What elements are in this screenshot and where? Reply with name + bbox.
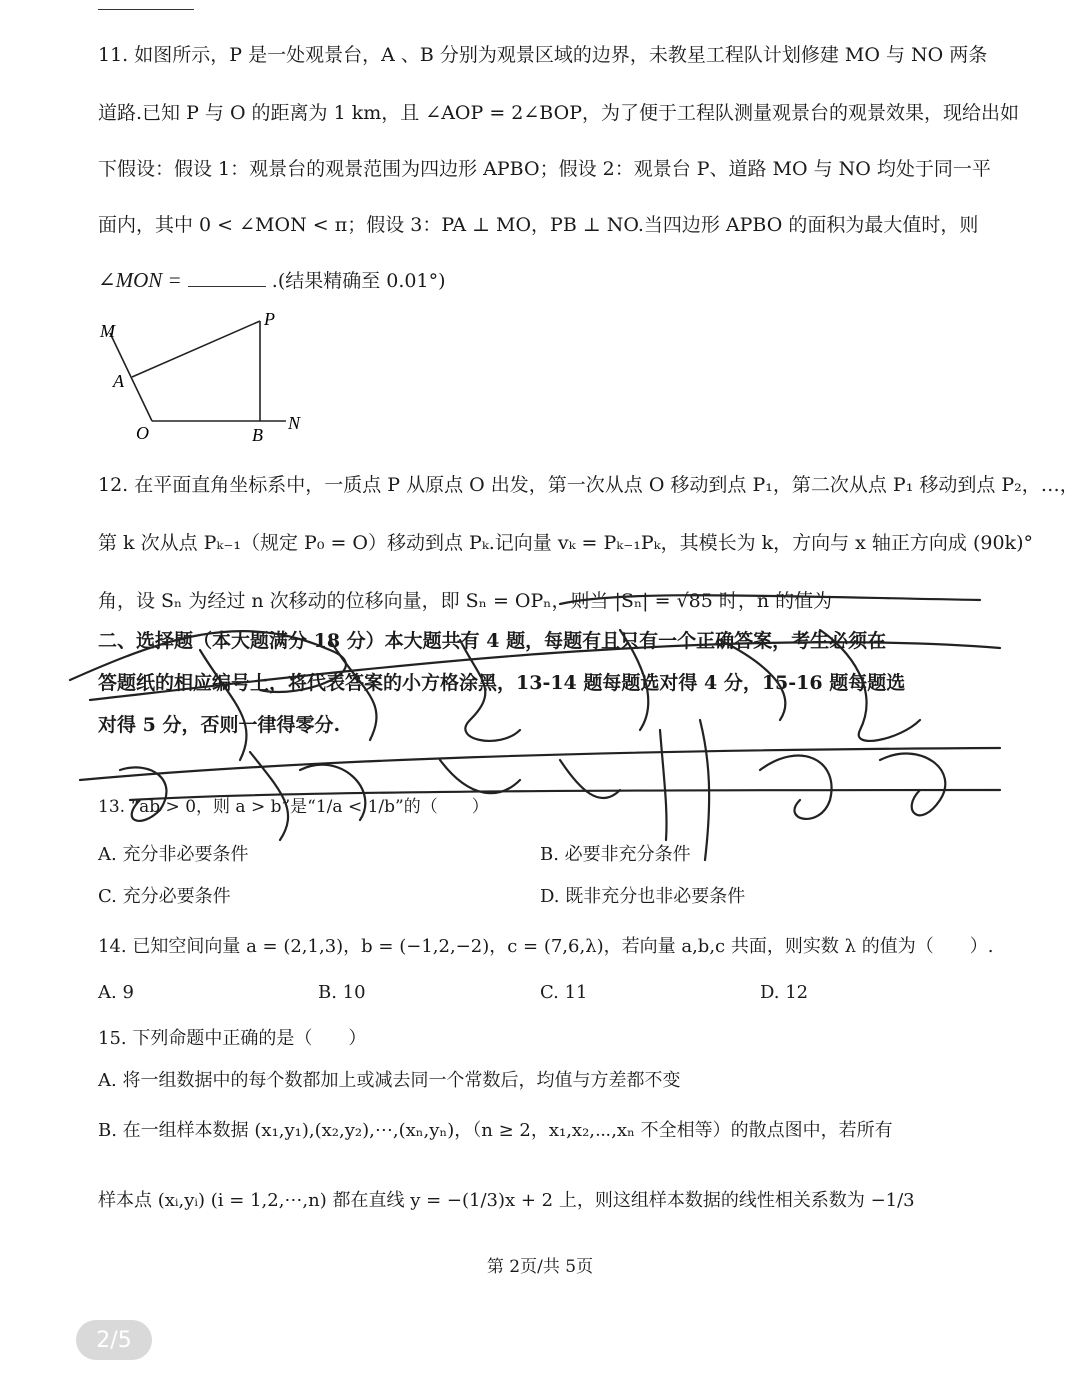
q11-line-3: 下假设：假设 1：观景台的观景范围为四边形 APBO；假设 2：观景台 P、道路 MO 与 NO 均处于同一平 xyxy=(98,158,991,180)
label-N: N xyxy=(288,413,301,433)
label-P: P xyxy=(264,309,275,329)
label-M: M xyxy=(100,321,115,341)
q11-line-5 xyxy=(98,266,446,293)
q11-line-2: 道路.已知 P 与 O 的距离为 1 km，且 ∠AOP = 2∠BOP，为了便于工程队测量观景台的观景效果，现给出如 xyxy=(98,102,1019,124)
q13-option-c: C. 充分必要条件 xyxy=(98,886,231,907)
q14-option-c: C. 11 xyxy=(540,982,588,1003)
q15-option-b-line-2: 样本点 (xᵢ,yᵢ) (i = 1,2,⋯,n) 都在直线 y = −(1/3)x + 2 上，则这组样本数据的线性相关系数为 −1/3 xyxy=(98,1190,915,1211)
q11-angle-label: ∠MON = xyxy=(98,268,182,292)
q11-line-4: 面内，其中 0 < ∠MON < π；假设 3：PA ⊥ MO，PB ⊥ NO.当四边形 APBO 的面积为最大值时，则 xyxy=(98,214,979,236)
label-B: B xyxy=(252,425,263,445)
section2-line-3: 对得 5 分，否则一律得零分. xyxy=(98,714,341,736)
q13-stem: 13. “ab > 0，则 a > b”是“1/a < 1/b”的（ ） xyxy=(98,797,489,817)
q15-stem: 15. 下列命题中正确的是（ ） xyxy=(98,1028,367,1049)
q14-option-d: D. 12 xyxy=(760,982,809,1003)
q11-diagram xyxy=(98,305,328,455)
section2-line-2: 答题纸的相应编号上，将代表答案的小方格涂黑，13-14 题每题选对得 4 分，15-16 题每题选 xyxy=(98,672,906,694)
line-AP xyxy=(132,321,260,377)
q14-option-b: B. 10 xyxy=(318,982,366,1003)
q11-line-1: 11. 如图所示，P 是一处观景台，A 、B 分别为观景区域的边界，未教星工程队计划修建 MO 与 NO 两条 xyxy=(98,44,988,66)
section2-line-1: 二、选择题（本大题满分 18 分）本大题共有 4 题，每题有且只有一个正确答案，考生必须在 xyxy=(98,630,887,652)
q14-stem: 14. 已知空间向量 a = (2,1,3)，b = (−1,2,−2)，c = (7,6,λ)，若向量 a,b,c 共面，则实数 λ 的值为（ ）. xyxy=(98,936,994,957)
q11-precision-note: .(结果精确至 0.01°) xyxy=(271,270,446,292)
q13-option-b: B. 必要非充分条件 xyxy=(540,844,691,865)
q12-line-3: 角，设 Sₙ 为经过 n 次移动的位移向量，即 Sₙ = OPₙ，则当 |Sₙ| = √85 时，n 的值为 xyxy=(98,590,833,612)
q12-line-2: 第 k 次从点 Pₖ₋₁（规定 P₀ = O）移动到点 Pₖ.记向量 vₖ = Pₖ₋₁Pₖ，其模长为 k，方向与 x 轴正方向成 (90k)° xyxy=(98,532,1033,554)
q15-option-b-line-1: B. 在一组样本数据 (x₁,y₁),(x₂,y₂),⋯,(xₙ,yₙ)，（n ≥ 2，x₁,x₂,⋯,xₙ 不全相等）的散点图中，若所有 xyxy=(98,1120,893,1141)
page-footer: 第 2页/共 5页 xyxy=(486,1257,594,1277)
q14-option-a: A. 9 xyxy=(98,982,134,1003)
page-indicator: 2/5 xyxy=(76,1320,152,1360)
q13-option-d: D. 既非充分也非必要条件 xyxy=(540,886,746,907)
answer-blank-previous xyxy=(98,8,194,10)
label-O: O xyxy=(136,423,149,443)
label-A: A xyxy=(113,371,124,391)
q12-line-1: 12. 在平面直角坐标系中，一质点 P 从原点 O 出发，第一次从点 O 移动到点 P₁，第二次从点 P₁ 移动到点 P₂，…， xyxy=(98,474,1079,496)
q15-option-a: A. 将一组数据中的每个数都加上或减去同一个常数后，均值与方差都不变 xyxy=(98,1070,681,1091)
q13-option-a: A. 充分非必要条件 xyxy=(98,844,249,865)
q11-answer-blank xyxy=(188,270,266,287)
